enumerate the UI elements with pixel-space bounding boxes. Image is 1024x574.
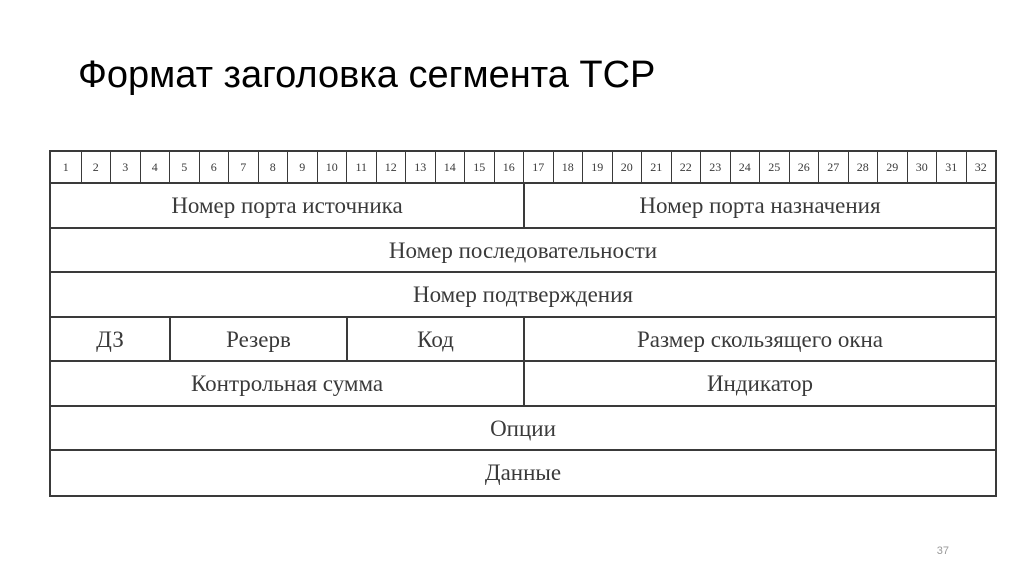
field-label: Код	[417, 326, 454, 352]
bit-number: 29	[877, 152, 907, 182]
bit-number: 2	[81, 152, 111, 182]
bit-number: 16	[494, 152, 524, 182]
field-label: Номер порта источника	[171, 193, 403, 219]
bit-number: 5	[169, 152, 199, 182]
bit-number: 11	[346, 152, 376, 182]
bit-number: 9	[287, 152, 317, 182]
bit-number: 22	[671, 152, 701, 182]
bit-number: 1	[62, 159, 69, 174]
bit-number: 18	[553, 152, 583, 182]
header-field	[523, 362, 995, 407]
bit-number: 15	[464, 152, 494, 182]
field-label: Данные	[484, 460, 562, 486]
bit-number: 23	[700, 152, 730, 182]
header-row	[51, 449, 995, 496]
page-number: 37	[936, 545, 949, 557]
bit-number: 32	[966, 152, 996, 182]
header-row	[51, 405, 995, 452]
bit-number: 8	[258, 152, 288, 182]
tcp-header-table	[49, 150, 997, 497]
bit-number: 31	[936, 152, 966, 182]
bit-number: 17	[523, 152, 553, 182]
bit-number: 30	[907, 152, 937, 182]
header-field	[523, 318, 995, 363]
bit-number: 19	[582, 152, 612, 182]
header-field	[51, 407, 995, 452]
field-label: Номер последовательности	[388, 237, 658, 263]
field-label: Индикатор	[706, 371, 814, 397]
header-field	[51, 318, 169, 363]
bit-number: 10	[317, 152, 347, 182]
bit-number: 21	[641, 152, 671, 182]
bit-numbers-row	[51, 152, 995, 182]
header-field	[523, 184, 995, 229]
field-label: ДЗ	[96, 326, 124, 352]
slide-title: Формат заголовка сегмента TCP	[78, 54, 656, 96]
bit-number: 25	[759, 152, 789, 182]
field-label: Опции	[490, 415, 556, 441]
bit-number: 27	[818, 152, 848, 182]
bit-number: 28	[848, 152, 878, 182]
header-field	[51, 184, 523, 229]
bit-number: 6	[199, 152, 229, 182]
bit-number: 20	[612, 152, 642, 182]
header-row	[51, 182, 995, 229]
bit-number: 7	[228, 152, 258, 182]
header-row	[51, 227, 995, 274]
field-label: Номер порта назначения	[639, 193, 881, 219]
field-label: Номер подтверждения	[412, 282, 634, 308]
header-field	[51, 362, 523, 407]
field-label: Контрольная сумма	[190, 371, 384, 397]
bit-number: 4	[140, 152, 170, 182]
bit-number: 14	[435, 152, 465, 182]
header-field	[346, 318, 523, 363]
field-label: Размер скользящего окна	[636, 326, 884, 352]
field-label: Резерв	[226, 326, 291, 352]
bit-number: 26	[789, 152, 819, 182]
bit-number: 12	[376, 152, 406, 182]
header-row	[51, 360, 995, 407]
header-row	[51, 316, 995, 363]
bit-number: 13	[405, 152, 435, 182]
header-field	[51, 273, 995, 318]
header-field	[51, 229, 995, 274]
header-field	[51, 451, 995, 496]
header-field	[169, 318, 346, 363]
bit-number: 3	[110, 152, 140, 182]
header-row	[51, 271, 995, 318]
bit-number: 24	[730, 152, 760, 182]
